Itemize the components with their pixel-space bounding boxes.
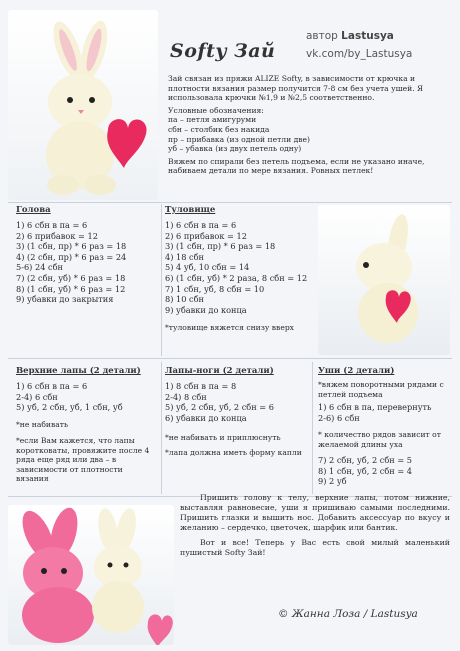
head-row: 4) (2 сбн, пр) * 6 раз = 24 [16, 251, 127, 262]
divider [161, 204, 162, 356]
bunny-photo-side [318, 205, 450, 355]
vk-link[interactable]: vk.com/by_Lastusya [306, 48, 413, 60]
body-rows [165, 220, 307, 315]
body-row: 1) 6 сбн в па = 6 [165, 220, 237, 230]
head-row: 5-6) 24 сбн [16, 262, 63, 273]
divider [161, 362, 162, 494]
bunny-photo-top [8, 10, 158, 200]
ears-note-length: * количество рядов зависит от желаемой длины уха [318, 430, 441, 449]
arms-note: *не набивать [16, 420, 69, 429]
legs-rows [165, 381, 274, 423]
head-row: 2) 6 прибавок = 12 [16, 230, 98, 241]
outro-paragraph: Пришить голову к телу, верхние лапы, потом нижние, выставляя равновесие, уши я пришиваю самыми последними. Пришить глазки и вышить нос. Добавить аксессуар по вкусу и желанию – сердечко, цветочек, шарфик или бантик. [180, 493, 450, 532]
body-row: 5) 4 уб, 10 сбн = 14 [165, 262, 250, 273]
ears-row: 9) 2 уб [318, 476, 347, 487]
bunny-photo-bottom [8, 505, 174, 645]
ears-row: 8) 1 сбн, уб, 2 сбн = 4 [318, 465, 413, 476]
bunnies-pair-illustration [8, 505, 174, 645]
divider [8, 358, 452, 359]
outro-final: Вот и все! Теперь у Вас есть свой милый маленький пушистый Softy Зай! [180, 538, 450, 557]
legs-title: Лапы-ноги (2 детали) [165, 366, 274, 376]
head-row: 3) (1 сбн, пр) * 6 раз = 18 [16, 241, 127, 252]
arms-row: 5) уб, 2 сбн, уб, 1 сбн, уб [16, 402, 123, 413]
divider [312, 362, 313, 494]
legs-note: *не набивать и приплюснуть [165, 433, 281, 442]
ears-title: Уши (2 детали) [318, 366, 395, 376]
arms-note-length: *если Вам кажется, что лапы коротковаты, провяжите после 4 ряда еще ряд или два – в зависимости от плотности вязания [16, 436, 150, 484]
author-label: автор [306, 30, 338, 42]
bunny-side-illustration [318, 205, 450, 355]
page-title: Softy Зай [170, 40, 276, 62]
arms-title: Верхние лапы (2 детали) [16, 366, 141, 376]
intro-text [168, 74, 454, 179]
arms-row: 1) 6 сбн в па = 6 [16, 381, 88, 391]
body-row: 3) (1 сбн, пр) * 6 раз = 18 [165, 241, 276, 252]
ears-row: 1) 6 сбн в па, перевернуть [318, 402, 432, 412]
body-row: 9) убавки до конца [165, 304, 247, 315]
head-row: 8) (1 сбн, уб) * 6 раз = 12 [16, 283, 126, 294]
arms-rows [16, 381, 123, 413]
ears-row: 7) 2 сбн, уб, 2 сбн = 5 [318, 455, 413, 465]
body-row: 8) 10 сбн [165, 294, 204, 305]
copyright: © Жанна Лоза / Lastusya [278, 608, 418, 620]
divider [8, 202, 452, 203]
head-row: 9) убавки до закрытия [16, 294, 114, 305]
legs-note-shape: *лапа должна иметь форму капли [165, 448, 302, 457]
head-row: 7) (2 сбн, уб) * 6 раз = 18 [16, 272, 126, 283]
body-row: 6) (1 сбн, уб) * 2 раза, 8 сбн = 12 [165, 272, 308, 283]
legend-paragraph: Условные обозначения: па – петля амигуруми сбн – столбик без накида пр – прибавка (из одной петли две) уб – убавка (из двух петель одну) [168, 105, 310, 154]
body-title: Туловище [165, 205, 216, 215]
intro-paragraph: Зай связан из пряжи ALIZE Softy, в зависимости от крючка и плотности вязания размер получится 7-8 см без учета ушей. Я использовала крючки №1,9 и №2,5 соответственно. [168, 74, 424, 103]
legs-row: 2-4) 8 сбн [165, 391, 207, 402]
head-title: Голова [16, 205, 51, 215]
head-rows [16, 220, 126, 305]
body-note: *туловище вяжется снизу вверх [165, 323, 294, 332]
body-row: 2) 6 прибавок = 12 [165, 230, 247, 241]
arms-row: 2-4) 6 сбн [16, 391, 58, 402]
author-line [306, 30, 394, 42]
author-name: Lastusya [341, 30, 394, 42]
ears-row: 2-6) 6 сбн [318, 412, 360, 423]
legs-row: 6) убавки до конца [165, 412, 247, 423]
ears-rows-a [318, 402, 432, 423]
bunny-illustration [8, 10, 158, 200]
outro-text [180, 493, 450, 563]
legs-row: 5) уб, 2 сбн, уб, 2 сбн = 6 [165, 402, 274, 413]
body-row: 7) 1 сбн, уб, 8 сбн = 10 [165, 283, 265, 294]
body-row: 4) 18 сбн [165, 251, 204, 262]
legs-row: 1) 8 сбн в па = 8 [165, 381, 237, 391]
ears-note-turn: *вяжем поворотными рядами с петлей подъема [318, 380, 444, 399]
spiral-paragraph: Вяжем по спирали без петель подъема, если не указано иначе, набиваем детали по мере вязания. Ровных петлек! [168, 156, 425, 176]
ears-rows-b [318, 455, 412, 487]
head-row: 1) 6 сбн в па = 6 [16, 220, 88, 230]
